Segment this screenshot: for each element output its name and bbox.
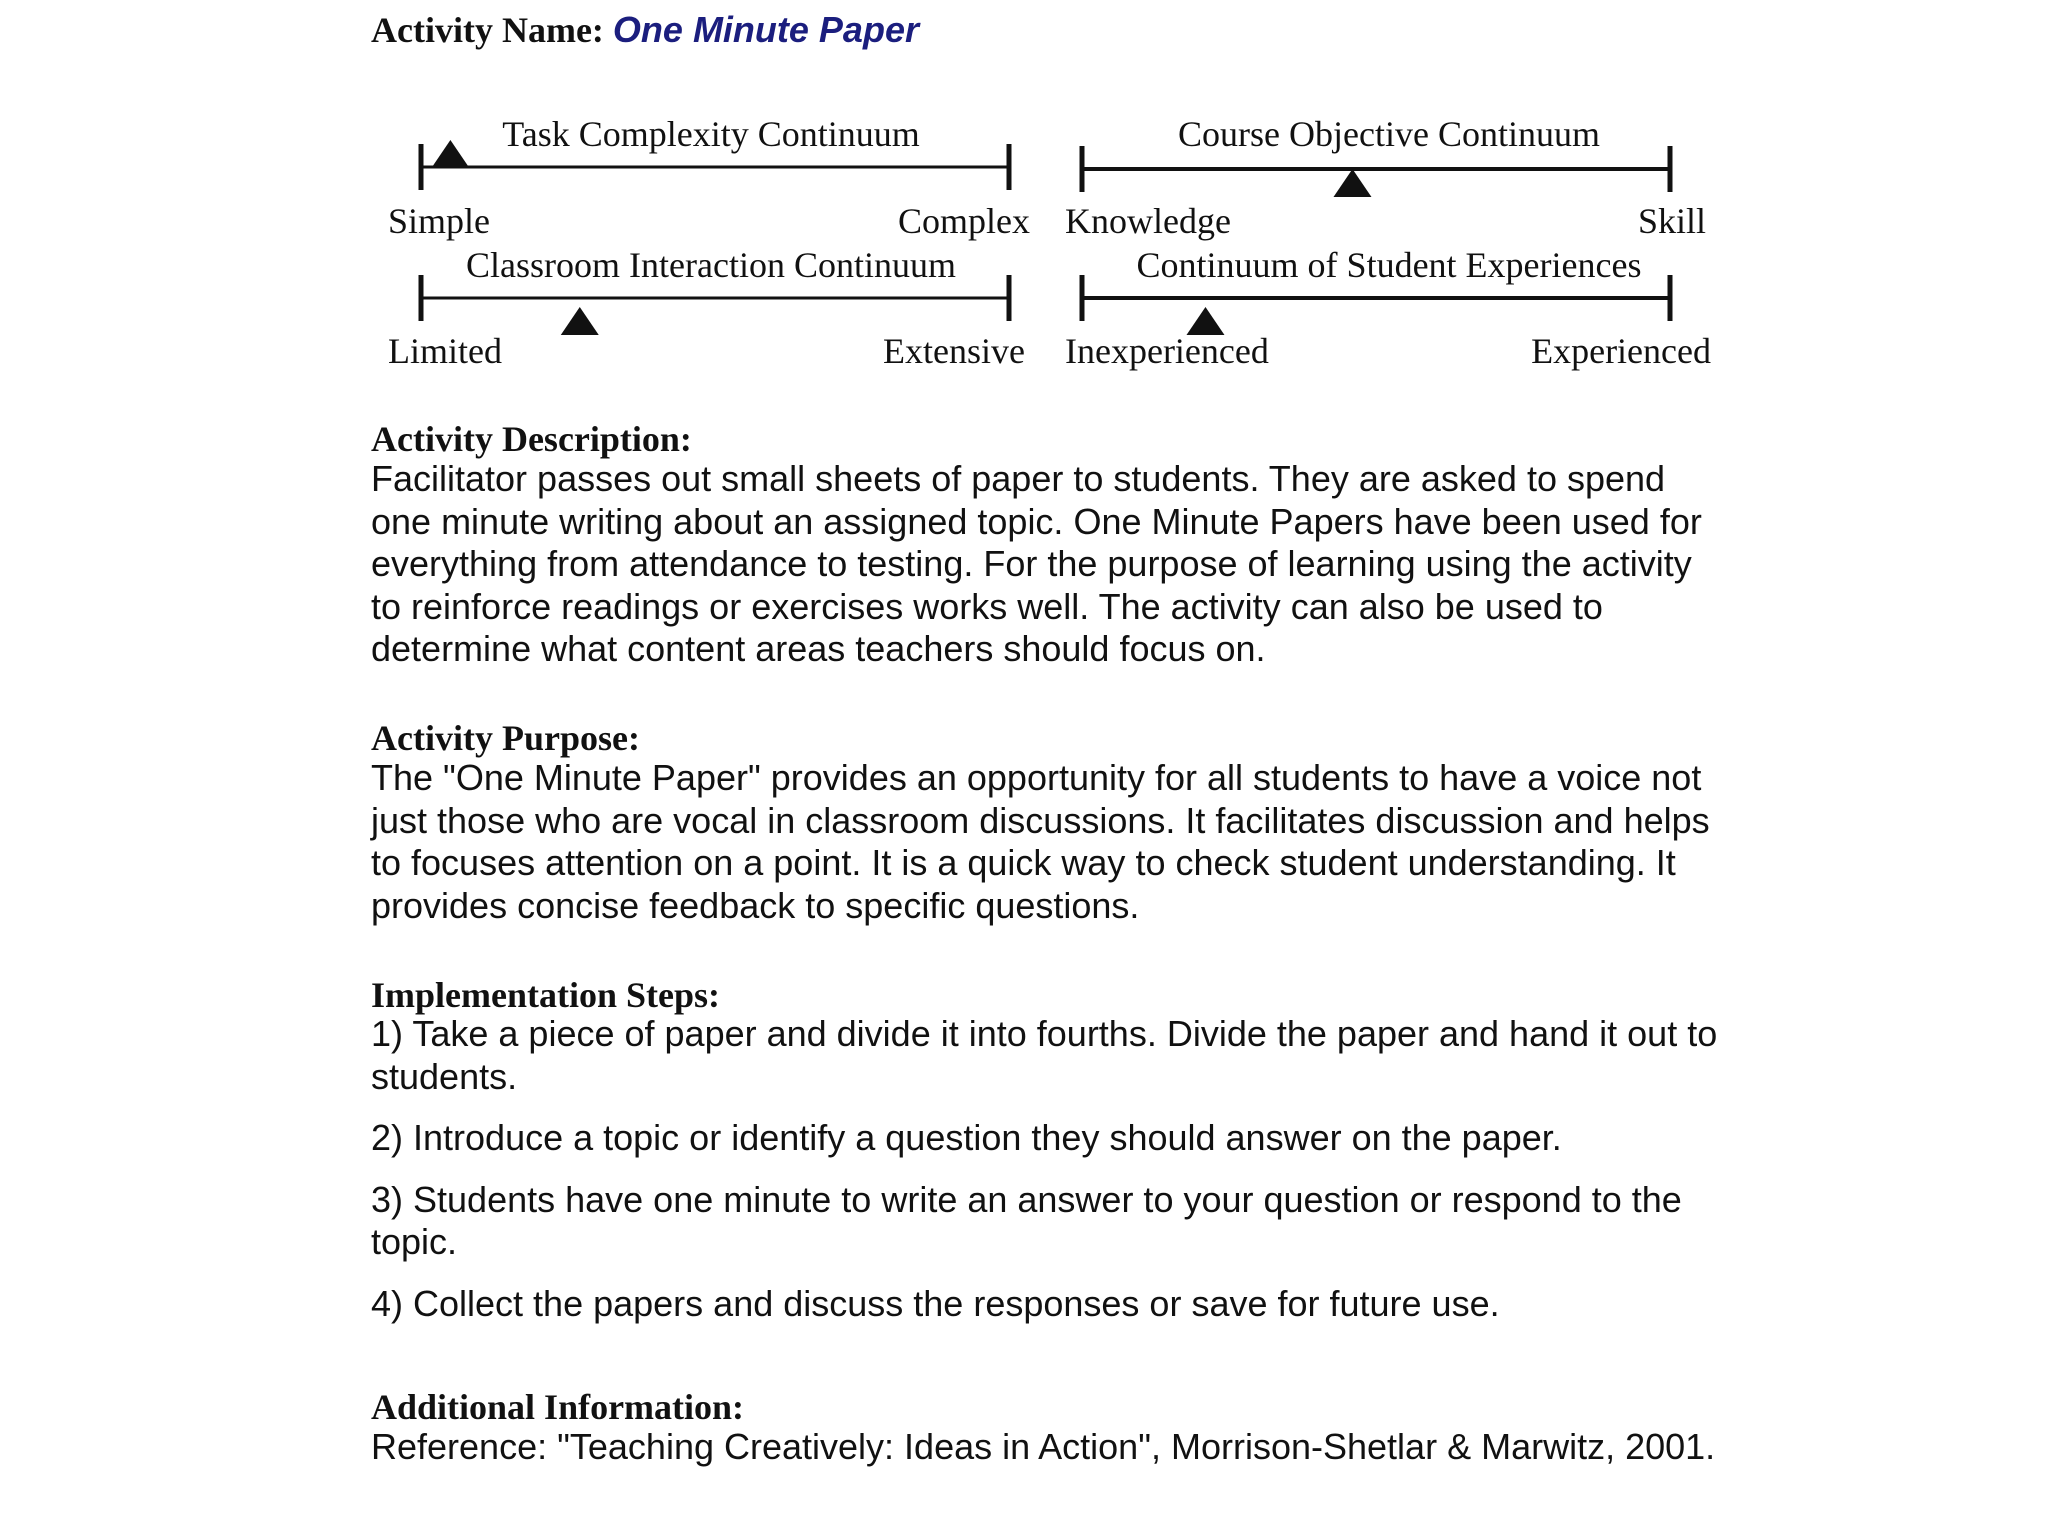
continuum-left-label-simple: Simple — [388, 201, 491, 241]
continuum-title-course-objective: Course Objective Continuum — [1178, 114, 1600, 154]
purpose-text: The "One Minute Paper" provides an opportunity for all students to have a voice not just those who are vocal in classroom discussions. It facilitates discussion and helps to focuses attention on a point. It is a quick way to check student understanding. It provides concise feedback to specific questions. — [371, 757, 1710, 926]
continuum-left-label-inexperienced: Inexperienced — [1065, 331, 1269, 371]
continuum-right-label-experienced: Experienced — [1531, 331, 1711, 371]
continuum-marker-triangle — [431, 140, 469, 168]
continuum-left-label-knowledge: Knowledge — [1065, 201, 1231, 241]
continuum-right-label-extensive: Extensive — [883, 331, 1025, 371]
additional-section — [371, 1426, 1731, 1469]
reference-text: Reference: "Teaching Creatively: Ideas in Action", Morrison-Shetlar & Marwitz, 2001. — [371, 1426, 1716, 1467]
step-item: 1) Take a piece of paper and divide it into fourths. Divide the paper and hand it out to students. — [371, 1013, 1718, 1097]
description-heading: Activity Description: — [371, 419, 692, 459]
activity-name-label: Activity Name: — [371, 10, 604, 50]
description-text: Facilitator passes out small sheets of paper to students. They are asked to spend one minute writing about an assigned topic. One Minute Papers have been used for everything from attendance to testing. For the purpose of learning using the activity to reinforce readings or exercises works well. The activity can also be used to determine what content areas teachers should focus on. — [371, 458, 1702, 669]
continuum-left-label-limited: Limited — [388, 331, 502, 371]
steps-heading: Implementation Steps: — [371, 975, 720, 1015]
purpose-section — [371, 757, 1731, 927]
continuum-title-student-experiences: Continuum of Student Experiences — [1136, 245, 1642, 285]
continuum-marker-triangle — [561, 307, 599, 335]
continuum-title-task-complexity: Task Complexity Continuum — [502, 114, 920, 154]
step-item: 4) Collect the papers and discuss the responses or save for future use. — [371, 1282, 1500, 1324]
step-item: 2) Introduce a topic or identify a question they should answer on the paper. — [371, 1117, 1562, 1158]
step-item: 3) Students have one minute to write an answer to your question or respond to the topic. — [371, 1178, 1682, 1262]
activity-name-value: One Minute Paper — [612, 9, 919, 50]
description-section — [371, 458, 1731, 671]
continuum-marker-triangle — [1333, 169, 1371, 197]
continuum-title-classroom-interaction: Classroom Interaction Continuum — [466, 245, 956, 285]
continuum-right-label-complex: Complex — [898, 201, 1030, 241]
additional-heading: Additional Information: — [371, 1387, 745, 1427]
continuum-right-label-skill: Skill — [1637, 201, 1706, 241]
purpose-heading: Activity Purpose: — [371, 718, 640, 758]
continua-diagram — [0, 0, 2048, 400]
steps-list — [371, 1013, 1731, 1344]
